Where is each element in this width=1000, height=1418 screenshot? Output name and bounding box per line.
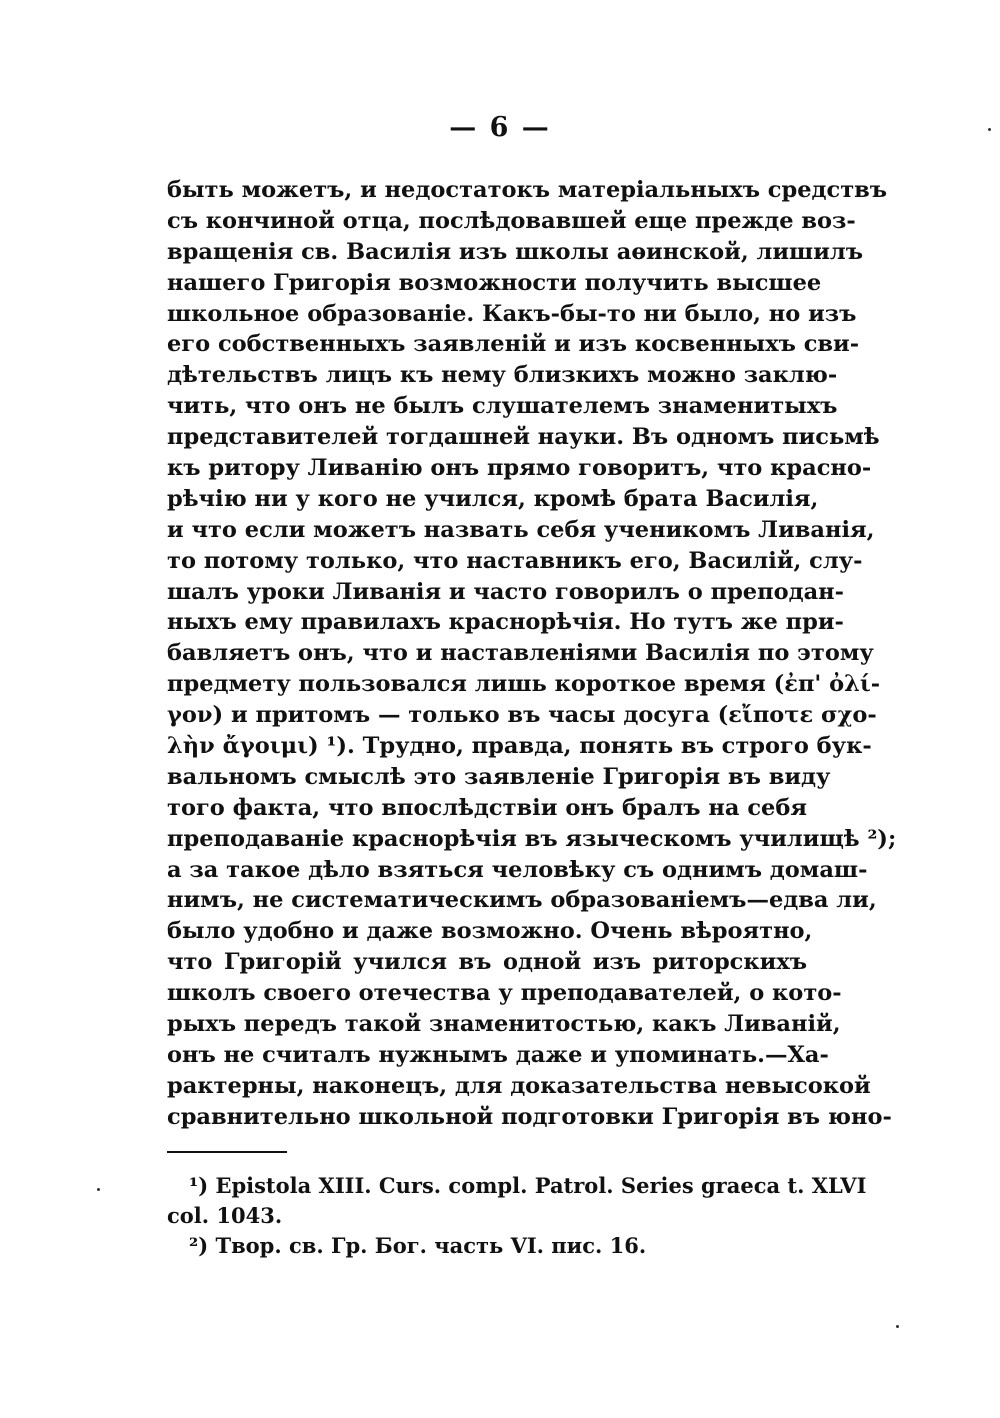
text-line: быть можетъ, и недостатокъ матеріальныхъ средствъ bbox=[167, 177, 888, 203]
text-line: школьное образованіе. Какъ-бы-то ни было, но изъ bbox=[167, 300, 857, 327]
text-line: преподаваніе краснорѣчія въ языческомъ училищѣ ²); bbox=[167, 825, 897, 852]
footnote-divider bbox=[167, 1151, 287, 1153]
text-line: то потому только, что наставникъ его, Василій, слу- bbox=[167, 547, 863, 574]
footnote-1: ¹) Epistola XIII. Curs. compl. Patrol. Series graeca t. XLVI bbox=[189, 1173, 867, 1198]
text-line: вальномъ смыслѣ это заявленіе Григорія въ виду bbox=[167, 763, 831, 790]
text-line: вращенія св. Василія изъ школы аѳинской, лишилъ bbox=[167, 238, 864, 265]
footnote-2: ²) Твор. св. Гр. Бог. часть VI. пис. 16. bbox=[189, 1233, 647, 1258]
text-line: что Григорій учился въ одной изъ риторскихъ bbox=[167, 949, 807, 976]
text-line: ныхъ ему правилахъ краснорѣчія. Но тутъ же при- bbox=[167, 609, 844, 636]
text-line: предмету пользовался лишь короткое время (ἐπ' ὀλί- bbox=[167, 671, 881, 698]
text-line: дѣтельствъ лицъ къ нему близкихъ можно заклю- bbox=[167, 362, 838, 389]
scan-speck bbox=[97, 1188, 100, 1191]
text-line: съ кончиной отца, послѣдовавшей еще прежде воз- bbox=[167, 207, 856, 234]
text-line: λὴν ἄγοιμι) ¹). Трудно, правда, понять въ строго бук- bbox=[167, 733, 872, 760]
text-line: а за такое дѣло взяться человѣку съ однимъ домаш- bbox=[167, 856, 868, 883]
text-line: и что если можетъ назвать себя ученикомъ Ливанія, bbox=[167, 516, 875, 543]
text-line: бавляетъ онъ, что и наставленіями Василія по этому bbox=[167, 640, 874, 667]
text-line: сравнительно школьной подготовки Григорія въ юно- bbox=[167, 1103, 892, 1130]
scan-speck bbox=[988, 128, 991, 131]
text-line: нашего Григорія возможности получить высшее bbox=[167, 269, 822, 296]
text-line: рактерны, наконецъ, для доказательства невысокой bbox=[167, 1072, 871, 1099]
page-number: — 6 — bbox=[449, 112, 551, 143]
text-line: къ ритору Ливанію онъ прямо говоритъ, что красно- bbox=[167, 455, 872, 482]
footnotes bbox=[167, 1171, 867, 1261]
text-line: рѣчію ни у кого не учился, кромѣ брата Василія, bbox=[167, 485, 819, 512]
text-line: γον) и притомъ — только въ часы досуга (εἴποτε σχο- bbox=[167, 702, 877, 729]
text-line: нимъ, не систематическимъ образованіемъ—едва ли, bbox=[167, 887, 877, 914]
text-line: того факта, что впослѣдствіи онъ бралъ на себя bbox=[167, 794, 807, 821]
text-line: чить, что онъ не былъ слушателемъ знаменитыхъ bbox=[167, 393, 838, 420]
text-line: было удобно и даже возможно. Очень вѣроятно, bbox=[167, 918, 813, 945]
text-line: его собственныхъ заявленій и изъ косвенныхъ сви- bbox=[167, 331, 860, 358]
text-line: школъ своего отечества у преподавателей, о кото- bbox=[167, 980, 842, 1007]
scan-speck bbox=[896, 1325, 899, 1328]
text-line: шалъ уроки Ливанія и часто говорилъ о преподан- bbox=[167, 578, 844, 605]
body-text bbox=[167, 175, 897, 1133]
text-line: онъ не считалъ нужнымъ даже и упоминать.—Ха- bbox=[167, 1041, 829, 1068]
text-line: представителей тогдашней науки. Въ одномъ письмѣ bbox=[167, 424, 880, 451]
footnote-1-continuation: col. 1043. bbox=[167, 1203, 283, 1228]
text-line: рыхъ передъ такой знаменитостью, какъ Ливаній, bbox=[167, 1011, 841, 1038]
